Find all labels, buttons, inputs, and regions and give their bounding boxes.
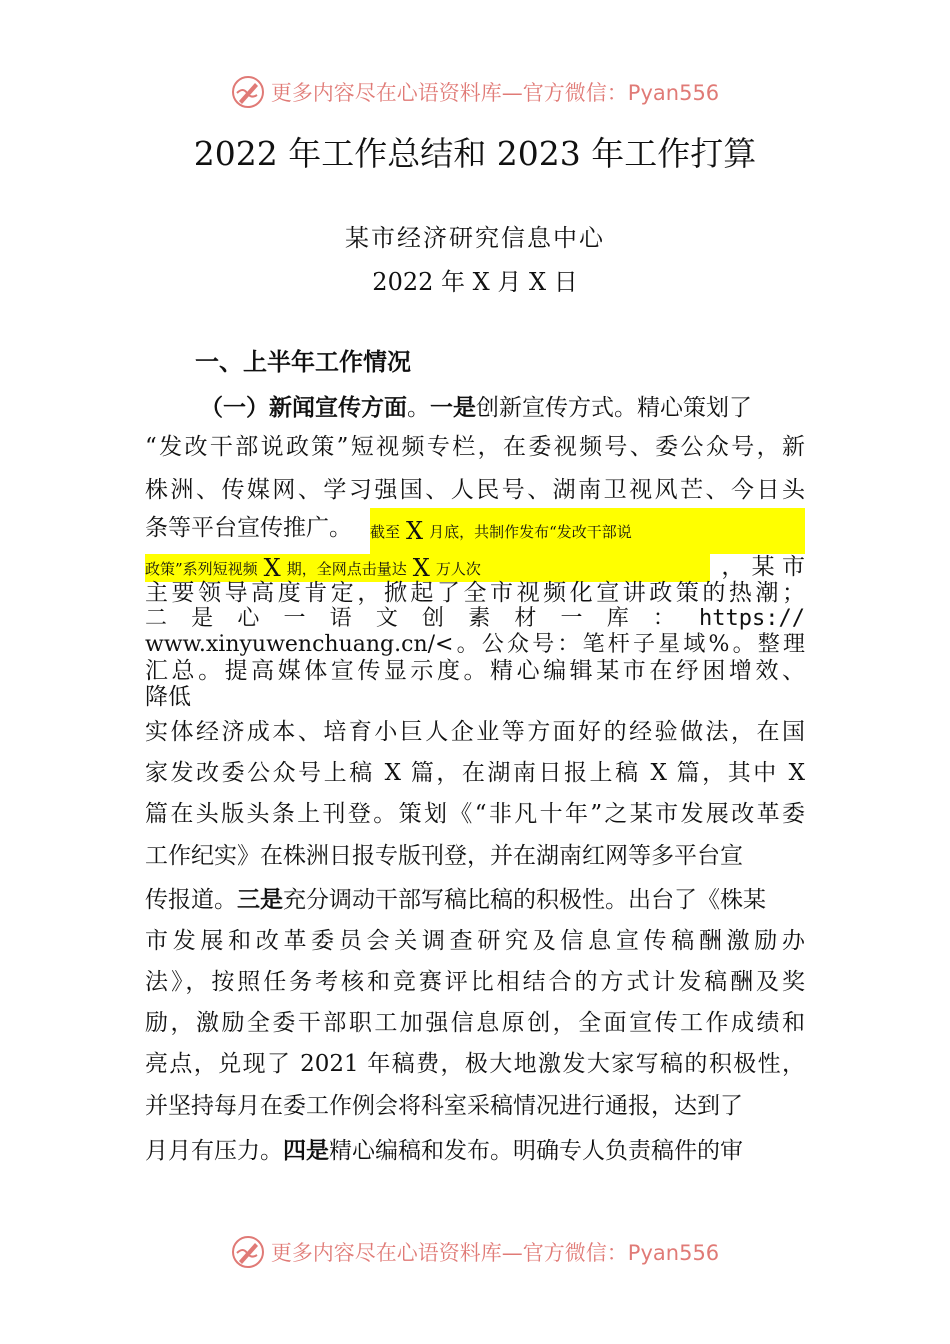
paragraph-line: 条等平台宣传推广。 bbox=[145, 515, 352, 541]
line-text: 创新宣传方式。精心策划了 bbox=[476, 395, 752, 421]
paragraph-line: 篇在头版头条上刊登。策划《“非凡十年”之某市发展改革委 bbox=[145, 801, 805, 827]
paragraph-line: 汇总。提高媒体宣传显示度。精心编辑某市在纾困增效、 bbox=[145, 658, 805, 684]
subsection-lead: （一）新闻宣传方面 bbox=[200, 395, 407, 421]
highlight-x: X bbox=[263, 554, 281, 582]
paragraph-line: 株洲、传媒网、学习强国、人民号、湖南卫视风芒、今日头 bbox=[145, 477, 805, 503]
pen-logo-icon bbox=[231, 1235, 265, 1269]
paragraph-line: 市发展和改革委员会关调查研究及信息宣传稿酬激励办 bbox=[145, 928, 805, 954]
paragraph-line: 二 是 心 一 语 文 创 素 材 一 库 ： https:// bbox=[145, 606, 805, 631]
highlight-text: 月底，共制作发布“发改干部说 bbox=[429, 522, 632, 541]
point-marker: 一是 bbox=[430, 395, 476, 421]
pen-logo-icon bbox=[231, 75, 265, 109]
watermark-banner-top bbox=[0, 72, 950, 112]
paragraph-line: 并坚持每月在委工作例会将科室采稿情况进行通报，达到了 bbox=[145, 1093, 743, 1119]
paragraph-line: 法》，按照任务考核和竞赛评比相结合的方式计发稿酬及奖 bbox=[145, 969, 805, 995]
highlight-x: X bbox=[406, 517, 424, 545]
paragraph-line: 降低 bbox=[145, 684, 191, 710]
point-marker: 四是 bbox=[283, 1138, 329, 1164]
paragraph-line bbox=[145, 885, 805, 915]
document-date: 2022 年 X 月 X 日 bbox=[372, 268, 578, 296]
paragraph-line: 工作纪实》在株洲日报专版刊登，并在湖南红网等多平台宣 bbox=[145, 843, 743, 869]
highlight-x: X bbox=[412, 554, 430, 582]
watermark-banner-bottom bbox=[0, 1232, 950, 1272]
document-title: 2022 年工作总结和 2023 年工作打算 bbox=[193, 134, 757, 173]
line-text: 充分调动干部写稿比稿的积极性。出台了《株某 bbox=[283, 887, 766, 913]
line-text: 月月有压力。 bbox=[145, 1138, 283, 1164]
highlight-text: 截至 bbox=[370, 522, 401, 541]
highlight-text: 政策”系列短视频 bbox=[145, 559, 258, 578]
paragraph-line: “发改干部说政策”短视频专栏，在委视频号、委公众号，新 bbox=[145, 434, 805, 460]
paragraph-line: 励，激励全委干部职工加强信息原创，全面宣传工作成绩和 bbox=[145, 1010, 805, 1036]
highlighted-text bbox=[370, 508, 805, 554]
section-heading: 一、上半年工作情况 bbox=[195, 348, 411, 376]
line-text: 精心编稿和发布。明确专人负责稿件的审 bbox=[329, 1138, 743, 1164]
highlight-text: 期，全网点击量达 bbox=[286, 559, 407, 578]
paragraph-line: 主要领导高度肯定，掀起了全市视频化宣讲政策的热潮； bbox=[145, 580, 805, 606]
paragraph-line: www.xinyuwenchuang.cn/<。公众号：笔杆子星域%。整理 bbox=[145, 632, 805, 657]
paragraph-line: 家发改委公众号上稿 X 篇，在湖南日报上稿 X 篇，其中 X bbox=[145, 760, 805, 786]
punctuation: 。 bbox=[407, 395, 430, 421]
paragraph-line bbox=[145, 1136, 805, 1166]
paragraph-line: 实体经济成本、培育小巨人企业等方面好的经验做法，在国 bbox=[145, 719, 805, 745]
paragraph-line: 亮点，兑现了 2021 年稿费，极大地激发大家写稿的积极性， bbox=[145, 1051, 805, 1077]
banner-text: 更多内容尽在心语资料库—官方微信：Pyan556 bbox=[270, 1241, 720, 1265]
point-marker: 三是 bbox=[237, 887, 283, 913]
organization-name: 某市经济研究信息中心 bbox=[345, 224, 605, 252]
paragraph-line bbox=[200, 393, 805, 423]
paragraph-line: ， 某 市 bbox=[721, 554, 805, 580]
line-text: 传报道。 bbox=[145, 887, 237, 913]
highlight-text: 万人次 bbox=[435, 559, 481, 578]
banner-text: 更多内容尽在心语资料库—官方微信：Pyan556 bbox=[270, 81, 720, 105]
